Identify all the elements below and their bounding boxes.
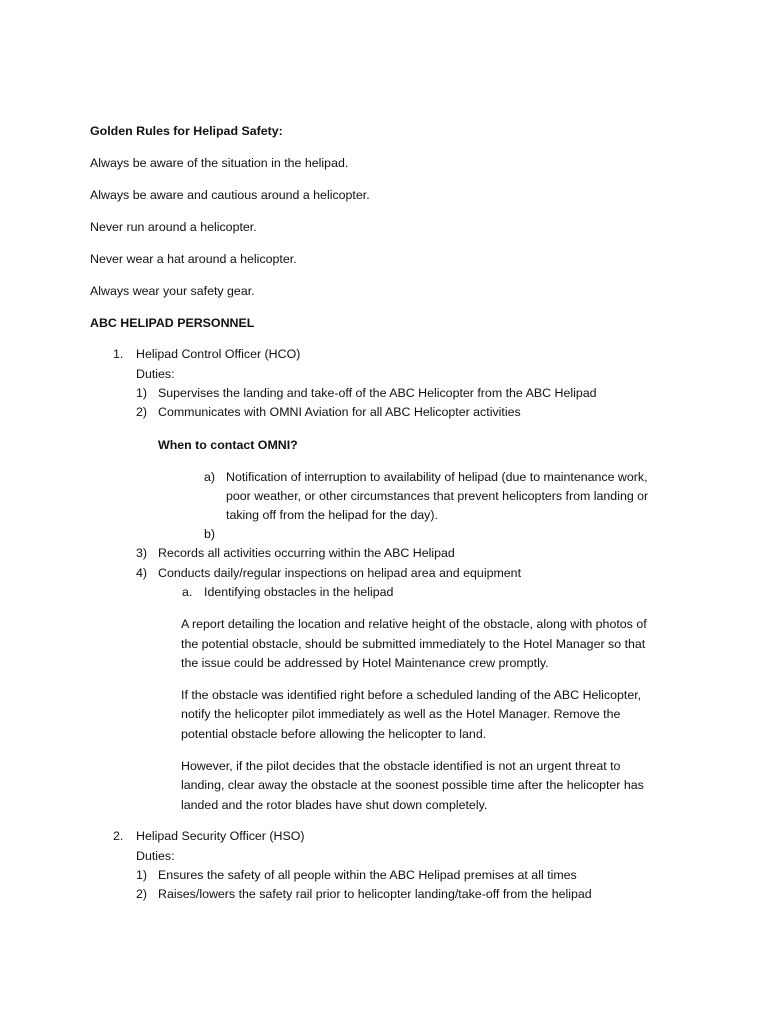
rule-item: Always be aware of the situation in the helipad. (90, 156, 349, 170)
list-number: 2) (136, 887, 148, 901)
list-letter: a. (182, 585, 193, 599)
list-letter: b) (204, 527, 216, 541)
rule-item: Never wear a hat around a helicopter. (90, 252, 297, 266)
hso-title: Helipad Security Officer (HSO) (136, 829, 305, 843)
omni-item-line: taking off from the helipad for the day). (226, 508, 438, 522)
paragraph-line: potential obstacle before allowing the helicopter to land. (181, 727, 487, 741)
duty-item: Communicates with OMNI Aviation for all ABC Helicopter activities (158, 405, 521, 419)
omni-heading: When to contact OMNI? (158, 438, 298, 452)
sub-item: Identifying obstacles in the helipad (204, 585, 394, 599)
list-number: 4) (136, 566, 148, 580)
paragraph-line: the potential obstacle, should be submitted immediately to the Hotel Manager so that (181, 637, 646, 651)
paragraph-line: However, if the pilot decides that the obstacle identified is not an urgent threat to (181, 759, 621, 773)
golden-rules-heading: Golden Rules for Helipad Safety: (90, 124, 283, 138)
duty-item: Raises/lowers the safety rail prior to helicopter landing/take-off from the helipad (158, 887, 592, 901)
list-number: 3) (136, 546, 148, 560)
list-number: 2) (136, 405, 148, 419)
duty-item: Records all activities occurring within the ABC Helipad (158, 546, 455, 560)
paragraph-line: A report detailing the location and relative height of the obstacle, along with photos of (181, 617, 647, 631)
paragraph-line: If the obstacle was identified right before a scheduled landing of the ABC Helicopter, (181, 688, 642, 702)
paragraph-line: landing, clear away the obstacle at the soonest possible time after the helicopter has (181, 778, 644, 792)
list-number: 2. (113, 829, 124, 843)
duty-item: Ensures the safety of all people within the ABC Helipad premises at all times (158, 868, 577, 882)
rule-item: Always be aware and cautious around a helicopter. (90, 188, 370, 202)
list-number: 1) (136, 868, 148, 882)
duty-item: Supervises the landing and take-off of the ABC Helicopter from the ABC Helipad (158, 386, 597, 400)
paragraph-line: landed and the rotor blades have shut down completely. (181, 798, 488, 812)
hco-title: Helipad Control Officer (HCO) (136, 347, 301, 361)
personnel-heading: ABC HELIPAD PERSONNEL (90, 316, 255, 330)
duties-label: Duties: (136, 849, 175, 863)
rule-item: Never run around a helicopter. (90, 220, 257, 234)
duty-item: Conducts daily/regular inspections on helipad area and equipment (158, 566, 522, 580)
omni-item-line: poor weather, or other circumstances that prevent helicopters from landing or (226, 489, 649, 503)
list-number: 1) (136, 386, 148, 400)
list-number: 1. (113, 347, 124, 361)
duties-label: Duties: (136, 367, 175, 381)
omni-item-line: Notification of interruption to availability of helipad (due to maintenance work, (226, 470, 648, 484)
paragraph-line: the issue could be addressed by Hotel Maintenance crew promptly. (181, 656, 549, 670)
rule-item: Always wear your safety gear. (90, 284, 255, 298)
list-letter: a) (204, 470, 216, 484)
paragraph-line: notify the helicopter pilot immediately as well as the Hotel Manager. Remove the (181, 707, 621, 721)
